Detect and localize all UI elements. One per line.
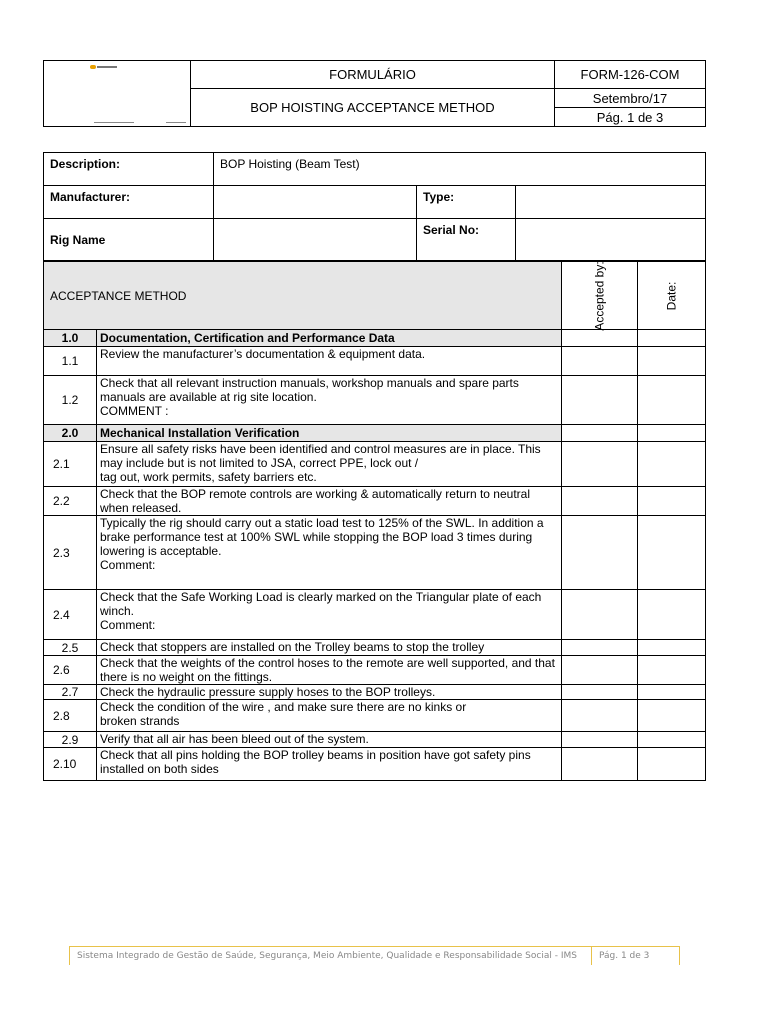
accepted-by-header <box>561 262 637 330</box>
item-number: 2.7 <box>44 685 97 700</box>
accepted-by-label: Accepted by: <box>592 260 607 331</box>
section-title: Mechanical Installation Verification <box>97 425 562 442</box>
item-text: Typically the rig should carry out a static load test to 125% of the SWL. In addition a brake performance test at 100% SWL while stopping the BOP load 3 times during lowering is acceptable. Comment: <box>97 516 562 590</box>
type-field[interactable] <box>516 186 706 219</box>
company-logo <box>44 61 191 127</box>
item-number: 2.2 <box>44 487 97 516</box>
table-row <box>44 656 706 685</box>
accepted-by-cell[interactable] <box>561 330 637 347</box>
item-text: Check the hydraulic pressure supply hoses to the BOP trolleys. <box>97 685 562 700</box>
section-header-row <box>44 425 706 442</box>
revision-date: Setembro/17 <box>555 89 706 108</box>
table-row <box>44 685 706 700</box>
item-number: 2.10 <box>44 748 97 781</box>
date-cell[interactable] <box>638 425 706 442</box>
description-value: BOP Hoisting (Beam Test) <box>214 153 706 186</box>
date-cell[interactable] <box>638 685 706 700</box>
section-header-row <box>44 330 706 347</box>
date-header <box>638 262 706 330</box>
date-cell[interactable] <box>638 487 706 516</box>
equipment-info <box>43 152 706 261</box>
accepted-by-cell[interactable] <box>561 685 637 700</box>
accepted-by-cell[interactable] <box>561 442 637 487</box>
accepted-by-cell[interactable] <box>561 487 637 516</box>
table-header-row <box>44 262 706 330</box>
table-row <box>44 442 706 487</box>
accepted-by-cell[interactable] <box>561 748 637 781</box>
item-text: Check that the Safe Working Load is clearly marked on the Triangular plate of each winch. Comment: <box>97 590 562 640</box>
table-row <box>44 732 706 748</box>
accepted-by-cell[interactable] <box>561 516 637 590</box>
accepted-by-cell[interactable] <box>561 347 637 376</box>
item-text: Check that the weights of the control hoses to the remote are well supported, and that there is no weight on the fittings. <box>97 656 562 685</box>
date-cell[interactable] <box>638 732 706 748</box>
table-row <box>44 487 706 516</box>
item-number: 2.3 <box>44 516 97 590</box>
item-number: 2.1 <box>44 442 97 487</box>
item-text: Check that stoppers are installed on the Trolley beams to stop the trolley <box>97 640 562 656</box>
item-number: 2.9 <box>44 732 97 748</box>
serial-field[interactable] <box>516 219 706 261</box>
footer-page-number: Pág. 1 de 3 <box>599 951 650 961</box>
date-cell[interactable] <box>638 347 706 376</box>
item-text: Verify that all air has been bleed out of the system. <box>97 732 562 748</box>
section-title: Documentation, Certification and Performance Data <box>97 330 562 347</box>
accepted-by-cell[interactable] <box>561 590 637 640</box>
accepted-by-cell[interactable] <box>561 376 637 425</box>
accepted-by-cell[interactable] <box>561 732 637 748</box>
description-label: Description: <box>44 153 214 186</box>
form-code: FORM-126-COM <box>555 61 706 89</box>
acceptance-method-heading: ACCEPTANCE METHOD <box>44 262 562 330</box>
table-row <box>44 516 706 590</box>
date-label: Date: <box>664 281 679 310</box>
section-number: 1.0 <box>44 330 97 347</box>
item-text: Check that all pins holding the BOP trolley beams in position have got safety pins installed on both sides <box>97 748 562 781</box>
date-cell[interactable] <box>638 442 706 487</box>
item-number: 2.5 <box>44 640 97 656</box>
rig-name-label: Rig Name <box>44 219 214 261</box>
page-footer <box>69 946 680 965</box>
item-text: Check that all relevant instruction manuals, workshop manuals and spare parts manuals are available at rig site location. COMMENT : <box>97 376 562 425</box>
date-cell[interactable] <box>638 700 706 732</box>
acceptance-table <box>43 261 706 781</box>
date-cell[interactable] <box>638 376 706 425</box>
date-cell[interactable] <box>638 590 706 640</box>
date-cell[interactable] <box>638 640 706 656</box>
form-type: FORMULÁRIO <box>191 61 555 89</box>
table-row <box>44 376 706 425</box>
serial-label: Serial No: <box>417 219 516 261</box>
item-text: Check the condition of the wire , and make sure there are no kinks or broken strands <box>97 700 562 732</box>
item-number: 2.6 <box>44 656 97 685</box>
manufacturer-label: Manufacturer: <box>44 186 214 219</box>
item-number: 2.4 <box>44 590 97 640</box>
table-row <box>44 347 706 376</box>
table-row <box>44 640 706 656</box>
footer-system-name: Sistema Integrado de Gestão de Saúde, Segurança, Meio Ambiente, Qualidade e Responsabilidade Social - IMS <box>77 951 577 961</box>
item-text: Check that the BOP remote controls are working & automatically return to neutral when released. <box>97 487 562 516</box>
item-number: 2.8 <box>44 700 97 732</box>
item-text: Review the manufacturer’s documentation & equipment data. <box>97 347 562 376</box>
accepted-by-cell[interactable] <box>561 425 637 442</box>
form-title: BOP HOISTING ACCEPTANCE METHOD <box>191 89 555 127</box>
item-number: 1.1 <box>44 347 97 376</box>
date-cell[interactable] <box>638 748 706 781</box>
logo-icon <box>90 65 118 69</box>
page-number: Pág. 1 de 3 <box>555 108 706 127</box>
document-header <box>43 60 706 127</box>
section-number: 2.0 <box>44 425 97 442</box>
table-row <box>44 590 706 640</box>
date-cell[interactable] <box>638 656 706 685</box>
accepted-by-cell[interactable] <box>561 656 637 685</box>
table-row <box>44 700 706 732</box>
item-number: 1.2 <box>44 376 97 425</box>
accepted-by-cell[interactable] <box>561 640 637 656</box>
date-cell[interactable] <box>638 330 706 347</box>
type-label: Type: <box>417 186 516 219</box>
manufacturer-field[interactable] <box>214 186 417 219</box>
item-text: Ensure all safety risks have been identified and control measures are in place. This may include but is not limited to JSA, correct PPE, lock out / tag out, work permits, safety barriers etc. <box>97 442 562 487</box>
table-row <box>44 748 706 781</box>
rig-name-field[interactable] <box>214 219 417 261</box>
date-cell[interactable] <box>638 516 706 590</box>
accepted-by-cell[interactable] <box>561 700 637 732</box>
